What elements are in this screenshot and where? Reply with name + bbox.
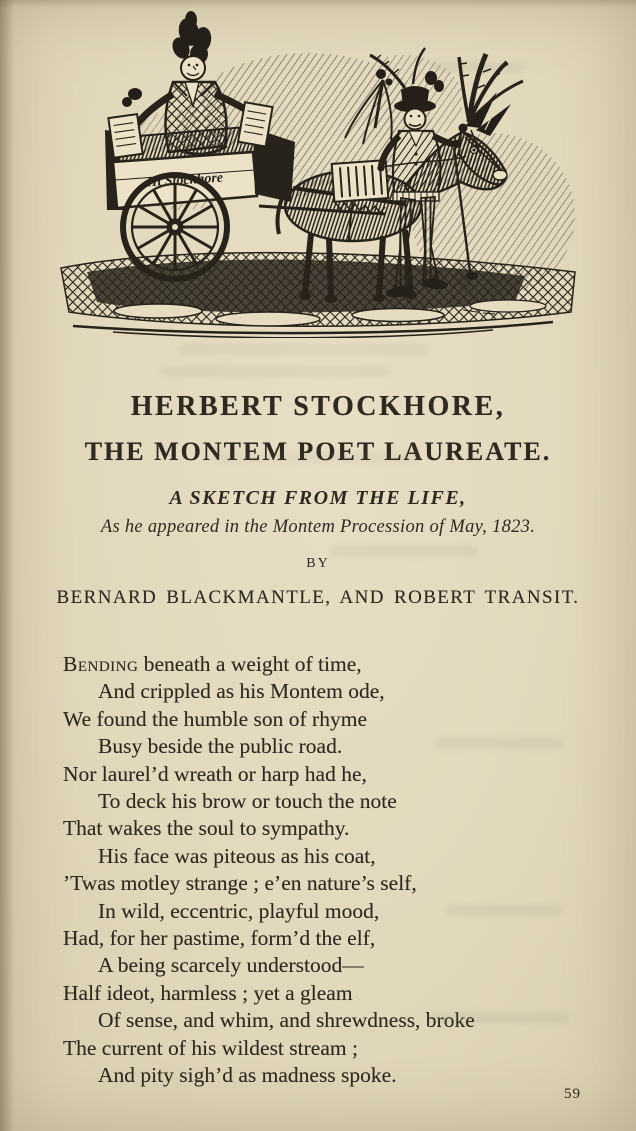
cart-label: Ht Stockhore bbox=[146, 170, 224, 191]
poem-line: A being scarcely understood— bbox=[98, 953, 364, 978]
poet-broadsheet-left bbox=[108, 114, 142, 158]
poem-line: The current of his wildest stream ; bbox=[63, 1035, 358, 1060]
engraving-svg bbox=[53, 10, 583, 338]
subtitle-line2: As he appeared in the Montem Procession of May, 1823. bbox=[100, 517, 536, 537]
poem-body bbox=[0, 651, 636, 1090]
authors-line: BERNARD BLACKMANTLE, AND ROBERT TRANSIT. bbox=[56, 587, 580, 608]
poem-line: We found the humble son of rhyme bbox=[63, 706, 367, 731]
poem-line bbox=[63, 651, 636, 678]
poem-line: That wakes the soul to sympathy. bbox=[63, 816, 350, 841]
subtitle-line1: A SKETCH FROM THE LIFE, bbox=[169, 487, 467, 509]
cart-wheel bbox=[123, 175, 227, 279]
montem-procession-engraving bbox=[53, 10, 583, 338]
donkey-eye bbox=[472, 148, 475, 151]
page-edge-shadow bbox=[0, 0, 636, 8]
donkey-head-plume bbox=[459, 54, 523, 122]
page-title-line1: HERBERT STOCKHORE, bbox=[130, 391, 506, 422]
poem-line: And crippled as his Montem ode, bbox=[98, 679, 385, 704]
byline-label: BY bbox=[306, 556, 330, 571]
poem-line: To deck his brow or touch the note bbox=[98, 789, 397, 814]
donkey-muzzle bbox=[493, 170, 507, 180]
poet-head bbox=[181, 56, 205, 80]
bleed-through bbox=[160, 366, 390, 377]
poem-line: His face was piteous as his coat, bbox=[98, 843, 376, 868]
poem-line: Busy beside the public road. bbox=[98, 734, 343, 759]
page-title-line2: THE MONTEM POET LAUREATE. bbox=[84, 437, 552, 466]
donkey-rosette bbox=[459, 124, 468, 133]
poet-broadsheet-right bbox=[238, 102, 273, 146]
poem-line: Had, for her pastime, form’d the elf, bbox=[63, 926, 376, 951]
page-number: 59 bbox=[564, 1086, 581, 1102]
poem-line: Of sense, and whim, and shrewdness, broke bbox=[98, 1008, 475, 1033]
poem-line: ’Twas motley strange ; e’en nature’s self, bbox=[63, 871, 417, 896]
poem-line: Half ideot, harmless ; yet a gleam bbox=[63, 980, 353, 1005]
poem-line: And pity sigh’d as madness spoke. bbox=[98, 1063, 397, 1088]
poem-line: In wild, eccentric, playful mood, bbox=[98, 898, 380, 923]
poem-line-text: beneath a weight of time, bbox=[138, 652, 362, 676]
chapter-heading bbox=[0, 392, 636, 610]
poem-opening-word: Bending bbox=[63, 652, 139, 676]
poem-line: Nor laurel’d wreath or harp had he, bbox=[63, 761, 367, 786]
bleed-through bbox=[178, 344, 428, 355]
